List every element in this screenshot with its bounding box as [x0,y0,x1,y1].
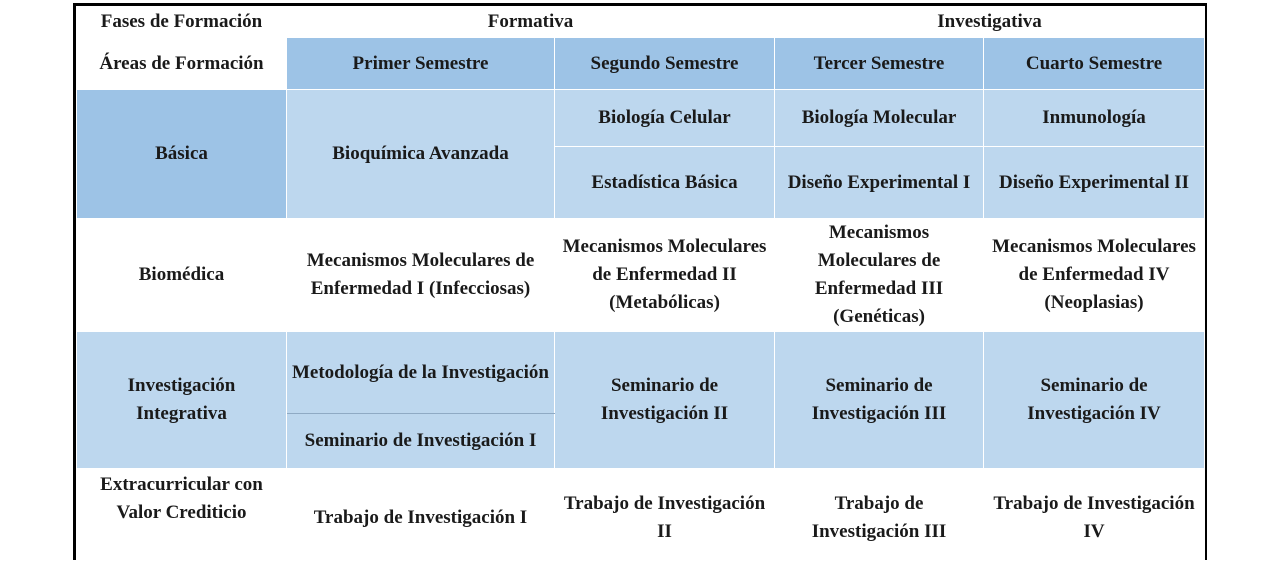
investigacion-row-a [77,332,1205,414]
investigacion-s1-course-b: Seminario de Investigación I [287,414,555,469]
biomedica-s3-course: Mecanismos Moleculares de Enfermedad III (Genéticas) [775,219,984,332]
semester-3-header: Tercer Semestre [775,38,984,90]
phase-investigativa: Investigativa [775,7,1205,38]
curriculum-table-frame [73,3,1207,560]
biomedica-s1-course: Mecanismos Moleculares de Enfermedad I (Infecciosas) [287,219,555,332]
basica-s3-course-a: Biología Molecular [775,90,984,147]
basica-s4-course-b: Diseño Experimental II [984,147,1205,219]
biomedica-row [77,219,1205,332]
phase-formativa: Formativa [287,7,775,38]
investigacion-s3-course: Seminario de Investigación III [775,332,984,469]
area-investigacion-label: Investigación Integrativa [77,332,287,469]
area-basica-label: Básica [77,90,287,219]
extracurricular-s1-course: Trabajo de Investigación I [287,469,555,567]
semester-1-header: Primer Semestre [287,38,555,90]
phases-label: Fases de Formación [77,7,287,38]
basica-s2-course-a: Biología Celular [555,90,775,147]
basica-row-a [77,90,1205,147]
extracurricular-s4-course: Trabajo de Investigación IV [984,469,1205,567]
biomedica-s2-course: Mecanismos Moleculares de Enfermedad II (Metabólicas) [555,219,775,332]
semester-2-header: Segundo Semestre [555,38,775,90]
semester-4-header: Cuarto Semestre [984,38,1205,90]
investigacion-s2-course: Seminario de Investigación II [555,332,775,469]
extracurricular-s2-course: Trabajo de Investigación II [555,469,775,567]
basica-s4-course-a: Inmunología [984,90,1205,147]
semesters-row [77,38,1205,90]
curriculum-table [76,6,1205,567]
extracurricular-s3-course: Trabajo de Investigación III [775,469,984,567]
extracurricular-row [77,469,1205,567]
area-biomedica-label: Biomédica [77,219,287,332]
basica-s1-course: Bioquímica Avanzada [287,90,555,219]
biomedica-s4-course: Mecanismos Moleculares de Enfermedad IV (Neoplasias) [984,219,1205,332]
basica-s2-course-b: Estadística Básica [555,147,775,219]
investigacion-s4-course: Seminario de Investigación IV [984,332,1205,469]
area-extracurricular-label: Extracurricular con Valor Crediticio [77,469,287,567]
areas-label: Áreas de Formación [77,38,287,90]
phases-row [77,7,1205,38]
basica-s3-course-b: Diseño Experimental I [775,147,984,219]
investigacion-s1-course-a: Metodología de la Investigación [287,332,555,414]
